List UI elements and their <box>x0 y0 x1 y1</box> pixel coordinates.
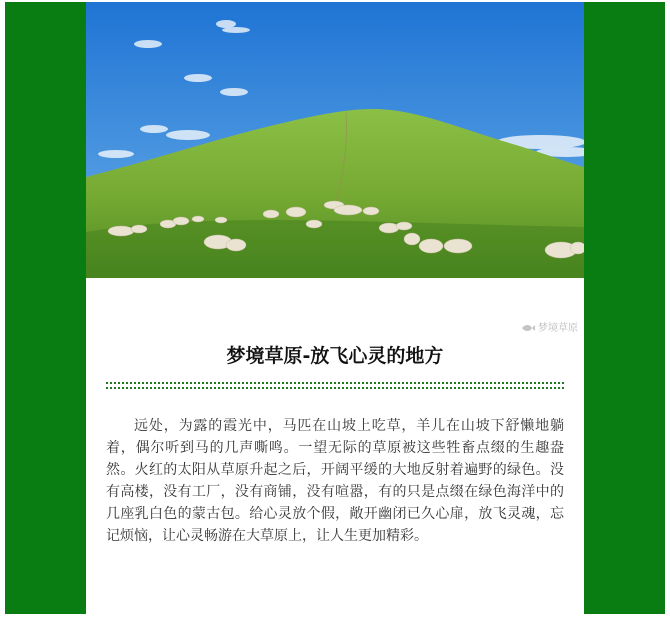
article-title: 梦境草原-放飞心灵的地方 <box>226 345 444 367</box>
header-photo <box>86 2 584 278</box>
article-paragraph: 远处，为露的霞光中，马匹在山坡上吃草，羊儿在山坡下舒懒地躺着，偶尔听到马的几声嘶鸣。一望无际的草原被这些牲畜点缀的生趣盎然。火红的太阳从草原升起之后，开阔平缓的大地反射着遍野的绿色。没有高楼，没有工厂，没有商铺，没有喧嚣，有的只是点缀在绿色海洋中的几座乳白色的蒙古包。给心灵放个假，敞开幽闭已久心扉，放飞灵魂，忘记烦恼，让心灵畅游在大草原上，让人生更加精彩。 <box>106 418 564 544</box>
article-card <box>86 2 584 614</box>
watermark <box>494 322 578 336</box>
title-divider <box>106 382 564 389</box>
fish-logo-icon <box>521 324 535 332</box>
watermark-text: 梦境草原 <box>538 323 578 334</box>
